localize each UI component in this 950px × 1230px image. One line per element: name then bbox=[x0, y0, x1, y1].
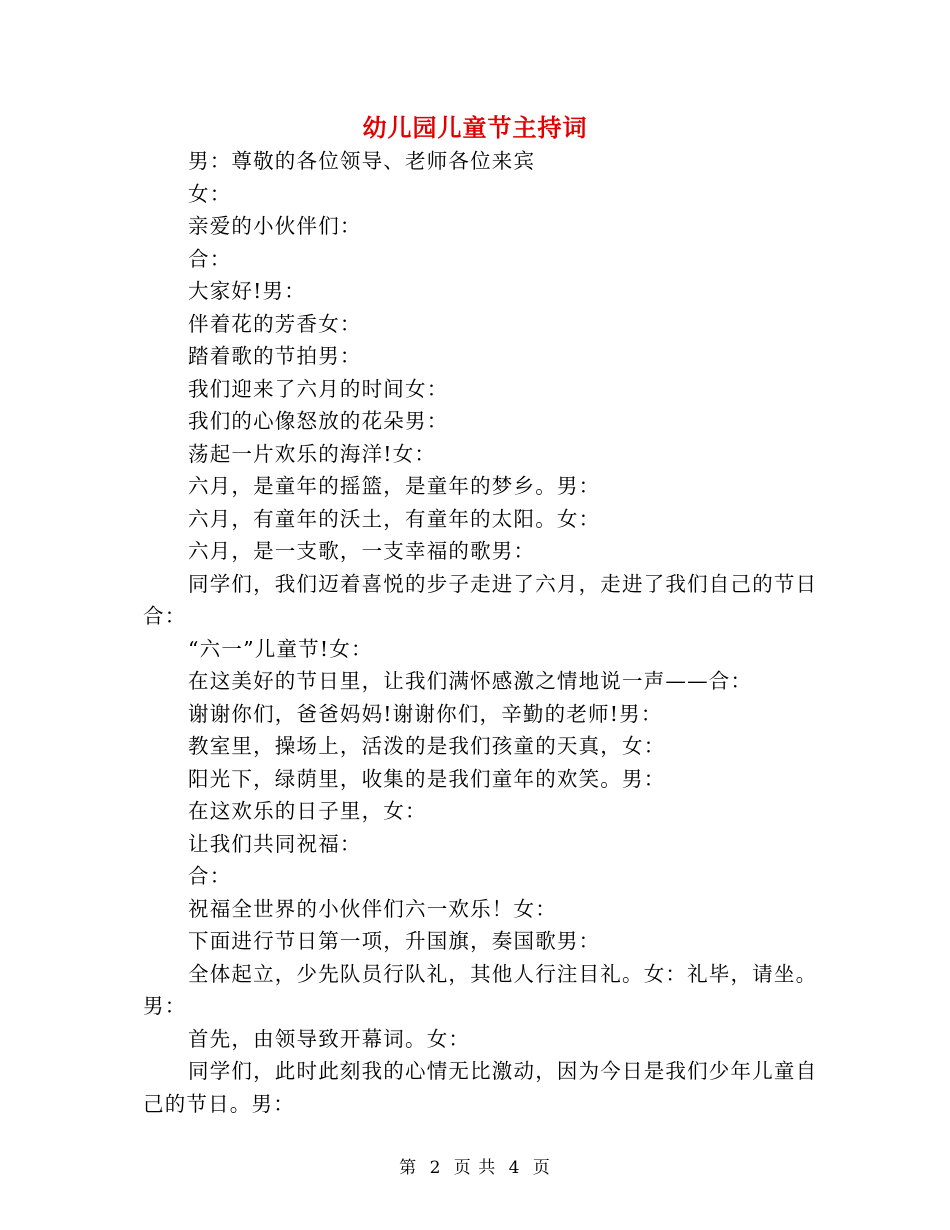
paragraph: 阳光下，绿荫里，收集的是我们童年的欢笑。男： bbox=[188, 766, 666, 791]
paragraph: 教室里，操场上，活泼的是我们孩童的天真，女： bbox=[188, 734, 666, 758]
paragraph: 我们的心像怒放的花朵男： bbox=[188, 409, 449, 433]
paragraph: 六月，是童年的摇篮，是童年的梦乡。男： bbox=[188, 474, 601, 498]
paragraph: 祝福全世界的小伙伴们六一欢乐！女： bbox=[188, 896, 557, 921]
footer-middle: 页 共 bbox=[453, 1158, 497, 1178]
paragraph: 下面进行节日第一项，升国旗，奏国歌男： bbox=[188, 929, 601, 953]
paragraph: 男：尊敬的各位领导、老师各位来宾 bbox=[188, 149, 536, 173]
paragraph: 六月，是一支歌，一支幸福的歌男： bbox=[188, 539, 536, 563]
paragraph: 合： bbox=[188, 246, 232, 271]
page-total: 4 bbox=[508, 1158, 521, 1178]
paragraph: 我们迎来了六月的时间女： bbox=[188, 376, 449, 401]
paragraph: 女： bbox=[188, 181, 232, 206]
document-body bbox=[143, 145, 823, 1120]
paragraph: 伴着花的芳香女： bbox=[188, 311, 362, 336]
footer-prefix: 第 bbox=[399, 1158, 418, 1178]
paragraph: 同学们，我们迈着喜悦的步子走进了六月，走进了我们自己的节日合： bbox=[143, 571, 818, 628]
paragraph: 在这欢乐的日子里，女： bbox=[188, 799, 427, 823]
document-title: 幼儿园儿童节主持词 bbox=[362, 113, 588, 142]
paragraph: 踏着歌的节拍男： bbox=[188, 344, 362, 368]
paragraph: “六一”儿童节!女： bbox=[188, 636, 373, 661]
paragraph: 亲爱的小伙伴们： bbox=[188, 214, 362, 238]
paragraph: 六月，有童年的沃土，有童年的太阳。女： bbox=[188, 506, 601, 531]
footer-suffix: 页 bbox=[532, 1158, 551, 1178]
paragraph: 在这美好的节日里，让我们满怀感激之情地说一声——合： bbox=[188, 669, 753, 693]
paragraph: 首先，由领导致开幕词。女： bbox=[188, 1026, 471, 1051]
paragraph: 同学们，此时此刻我的心情无比激动，因为今日是我们少年儿童自己的节日。男： bbox=[143, 1059, 818, 1116]
paragraph: 谢谢你们，爸爸妈妈!谢谢你们，辛勤的老师!男： bbox=[188, 701, 663, 726]
paragraph: 合： bbox=[188, 864, 232, 888]
page-number: 2 bbox=[429, 1158, 442, 1178]
paragraph: 大家好!男： bbox=[188, 279, 306, 303]
paragraph: 让我们共同祝福： bbox=[188, 831, 362, 856]
paragraph: 全体起立，少先队员行队礼，其他人行注目礼。女：礼毕，请坐。男： bbox=[143, 961, 818, 1018]
page-footer bbox=[0, 1153, 950, 1178]
paragraph: 荡起一片欢乐的海洋!女： bbox=[188, 441, 437, 466]
